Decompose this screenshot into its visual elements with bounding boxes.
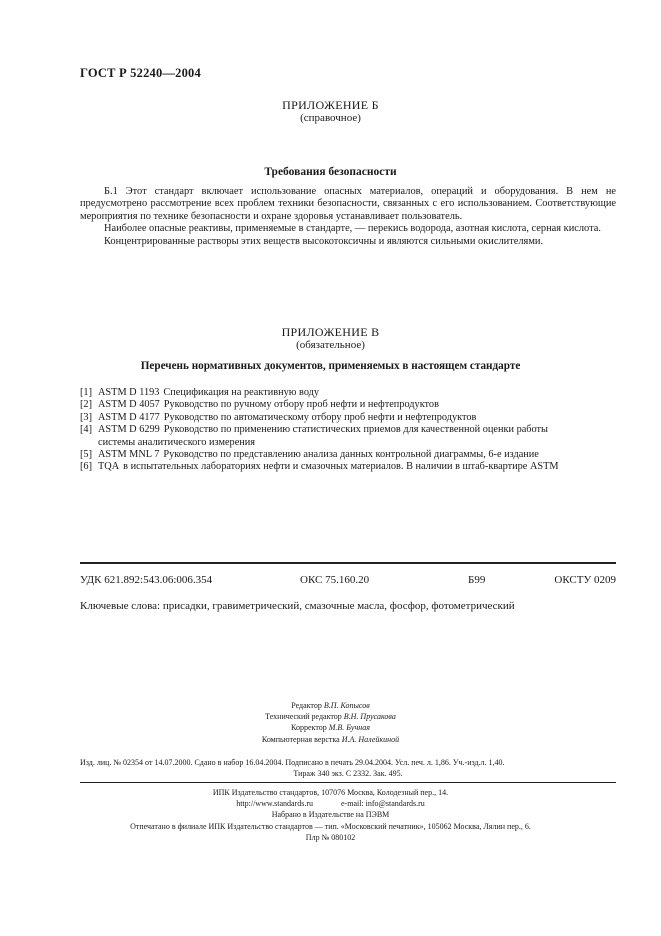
typeset-line: Набрано в Издательстве на ПЭВМ [271,810,390,820]
corrector-name: М.В. Бучная [328,723,370,733]
safety-paragraph: Концентрированные растворы этих веществ высокотоксичны и являются сильными окислителями. [104,235,544,247]
list-item [80,412,620,424]
appendix-v-type: (обязательное) [296,339,365,351]
udk-code: УДК 621.892:543.06:006.354 [80,574,213,586]
divider [80,562,616,564]
reference-code: ASTM D 1193 [98,387,160,398]
corrector-line: Корректор М.В. Бучная [291,723,370,733]
editor-name: В.П. Копысов [323,701,370,710]
reference-code: ASTM D 4057 [98,399,160,411]
tech-editor-name: В.Н. Прусакова [343,712,396,722]
publisher-info [0,787,661,843]
credits [0,700,661,745]
appendix-b-type: (справочное) [300,112,361,124]
safety-section-title: Требования безопасности [264,166,397,178]
reference-number: [5] [80,449,93,461]
b-code: Б99 [468,574,486,586]
layout-name: И.А. Налейкиной [341,734,400,744]
reference-title: Руководство по представлению анализа данных контрольной диаграммы, 6-е издание [163,449,539,461]
references-section-title: Перечень нормативных документов, применяемых в настоящем стандарте [140,360,521,372]
reference-title: в испытательных лабораториях нефти и смазочных материалов. В наличии в штаб-квартире ASTM [123,461,559,473]
list-item [80,449,620,461]
layout-line: Компьютерная верстка И.А. Налейкиной [261,734,400,744]
plr-line: Плр № 080102 [305,832,356,842]
publication-info [80,757,616,779]
reference-number: [3] [80,411,93,423]
reference-code: TQA [98,461,120,473]
reference-title: Спецификация на реактивную воду [163,387,320,398]
reference-number: [4] [80,424,93,436]
reference-title: Руководство по применению статистических приемов для качественной оценки работы [163,424,548,436]
list-item [80,387,620,399]
reference-code: ASTM D 4177 [98,411,160,423]
reference-continuation: системы аналитического измерения [98,436,256,448]
reference-number: [1] [80,387,93,398]
publisher-contacts [0,798,661,809]
safety-body [80,186,616,248]
email-link[interactable]: e-mail: info@standards.ru [341,799,425,809]
list-item [80,424,620,436]
safety-paragraph: Наиболее опасные реактивы, применяемые в стандарте, — перекись водорода, азотная кислота, серная кислота. [104,223,601,235]
publication-line: Тираж 340 экз. С 2332. Зак. 495. [293,769,403,779]
okstu-code: ОКСТУ 0209 [554,574,616,586]
safety-paragraph: Б.1 Этот стандарт включает использование опасных материалов, операций и оборудования. В нем не предусмотрено рассмотрение всех проблем техники безопасности, связанных с его использованием. Соответствующие мероприятия по технике безопасности и охране здоровья устанавливает пользователь. [80,186,616,222]
divider [80,782,616,783]
publisher-address: ИПК Издательство стандартов, 107076 Москва, Колодезный пер., 14. [212,788,449,797]
oks-code: ОКС 75.160.20 [300,574,370,586]
references-list [80,387,620,474]
reference-code: ASTM D 6299 [98,424,160,436]
list-item [80,461,620,473]
appendix-b-title: ПРИЛОЖЕНИЕ Б [282,98,379,112]
printed-line: Отпечатано в филиале ИПК Издательство стандартов — тип. «Московский печатник», 105062 Москва, Лялин пер., 6. [130,821,531,831]
list-item [80,399,620,411]
reference-number: [2] [80,399,93,411]
reference-title: Руководство по ручному отбору проб нефти и нефтепродуктов [163,399,439,411]
reference-number: [6] [80,461,93,473]
appendix-v-title: ПРИЛОЖЕНИЕ В [281,325,380,339]
document-header: ГОСТ Р 52240—2004 [80,66,201,80]
tech-editor-line: Технический редактор В.Н. Прусакова [265,712,396,722]
editor-line: Редактор В.П. Копысов [291,701,370,710]
reference-code: ASTM MNL 7 [98,449,160,461]
reference-title: Руководство по автоматическому отбору проб нефти и нефтепродуктов [163,411,477,423]
publication-line: Изд. лиц. № 02354 от 14.07.2000. Сдано в набор 16.04.2004. Подписано в печать 29.04.2004. Усл. печ. л. 1,86. Уч.-изд.л. 1,40. [80,758,505,767]
website-link[interactable]: http://www.standards.ru [236,799,313,809]
keywords: Ключевые слова: присадки, гравиметрический, смазочные масла, фосфор, фотометрический [80,600,515,612]
